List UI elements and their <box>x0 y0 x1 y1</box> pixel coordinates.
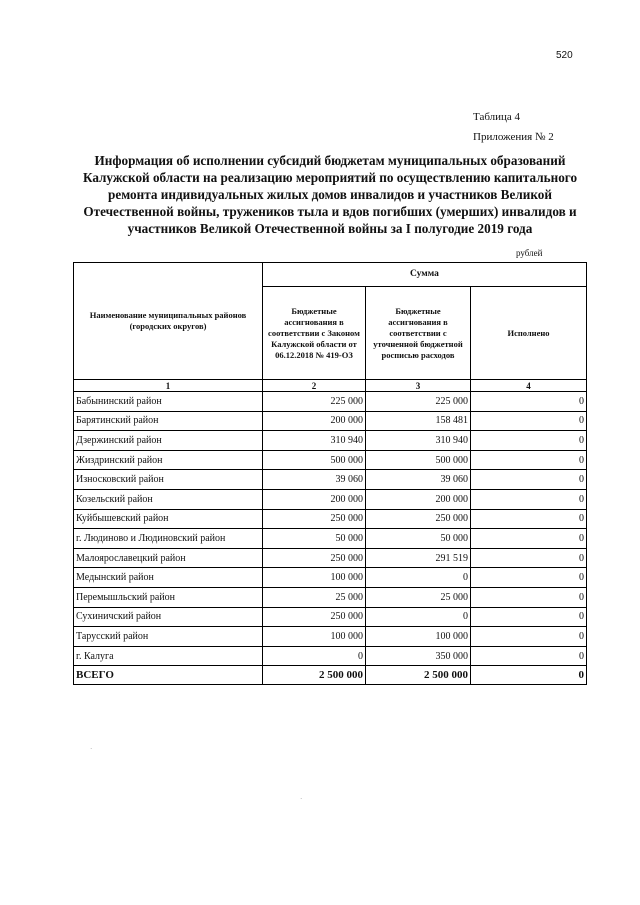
executed-value: 0 <box>471 587 587 607</box>
law-value: 225 000 <box>263 392 366 412</box>
unit-label: рублей <box>516 248 543 258</box>
header-refined: Бюджетные ассигнования в соответствии с уточненной бюджетной росписью расходов <box>366 287 471 380</box>
executed-value: 0 <box>471 627 587 647</box>
table-row <box>74 411 587 431</box>
law-value: 250 000 <box>263 509 366 529</box>
refined-value: 500 000 <box>366 450 471 470</box>
district-name: Дзержинский район <box>74 431 263 451</box>
table-row <box>74 646 587 666</box>
executed-value: 0 <box>471 607 587 627</box>
table-row <box>74 509 587 529</box>
district-name: Жиздринский район <box>74 450 263 470</box>
law-value: 50 000 <box>263 529 366 549</box>
refined-value: 158 481 <box>366 411 471 431</box>
appendix-label: Приложения № 2 <box>473 131 554 143</box>
district-name: Барятинский район <box>74 411 263 431</box>
total-executed: 0 <box>471 666 587 685</box>
district-name: Бабынинский район <box>74 392 263 412</box>
table-row <box>74 431 587 451</box>
law-value: 100 000 <box>263 568 366 588</box>
law-value: 310 940 <box>263 431 366 451</box>
district-name: Тарусский район <box>74 627 263 647</box>
table-row <box>74 548 587 568</box>
subsidy-table <box>73 262 587 685</box>
law-value: 39 060 <box>263 470 366 490</box>
refined-value: 50 000 <box>366 529 471 549</box>
header-sum: Сумма <box>263 263 587 287</box>
law-value: 100 000 <box>263 627 366 647</box>
law-value: 25 000 <box>263 587 366 607</box>
col-number: 3 <box>366 380 471 392</box>
district-name: Куйбышевский район <box>74 509 263 529</box>
table-row <box>74 568 587 588</box>
refined-value: 39 060 <box>366 470 471 490</box>
law-value: 500 000 <box>263 450 366 470</box>
refined-value: 0 <box>366 568 471 588</box>
refined-value: 100 000 <box>366 627 471 647</box>
refined-value: 350 000 <box>366 646 471 666</box>
executed-value: 0 <box>471 489 587 509</box>
total-label: ВСЕГО <box>74 666 263 685</box>
col-number: 4 <box>471 380 587 392</box>
document-title: Информация об исполнении субсидий бюджетам муниципальных образований Калужской области на реализацию мероприятий по осуществлению капитального ремонта индивидуальных жилых домов инвалидов и участников Великой Отечественной войны, тружеников тыла и вдов погибших (умерших) инвалидов и участников Великой Отечественной войны за I полугодие 2019 года <box>82 153 578 236</box>
executed-value: 0 <box>471 509 587 529</box>
refined-value: 0 <box>366 607 471 627</box>
table-row <box>74 450 587 470</box>
refined-value: 310 940 <box>366 431 471 451</box>
district-name: г. Людиново и Людиновский район <box>74 529 263 549</box>
executed-value: 0 <box>471 470 587 490</box>
law-value: 0 <box>263 646 366 666</box>
district-name: Сухиничский район <box>74 607 263 627</box>
refined-value: 25 000 <box>366 587 471 607</box>
table-row <box>74 489 587 509</box>
district-name: Износковский район <box>74 470 263 490</box>
executed-value: 0 <box>471 529 587 549</box>
col-number: 1 <box>74 380 263 392</box>
district-name: Медынский район <box>74 568 263 588</box>
refined-value: 250 000 <box>366 509 471 529</box>
col-number: 2 <box>263 380 366 392</box>
law-value: 250 000 <box>263 607 366 627</box>
total-law: 2 500 000 <box>263 666 366 685</box>
refined-value: 225 000 <box>366 392 471 412</box>
scan-speck: · <box>300 795 303 803</box>
refined-value: 200 000 <box>366 489 471 509</box>
executed-value: 0 <box>471 548 587 568</box>
district-name: Малоярославецкий район <box>74 548 263 568</box>
executed-value: 0 <box>471 568 587 588</box>
law-value: 200 000 <box>263 489 366 509</box>
district-name: Перемышльский район <box>74 587 263 607</box>
table-body <box>74 392 587 666</box>
header-name: Наименование муниципальных районов (городских округов) <box>74 263 263 380</box>
executed-value: 0 <box>471 392 587 412</box>
law-value: 200 000 <box>263 411 366 431</box>
total-refined: 2 500 000 <box>366 666 471 685</box>
table-label: Таблица 4 <box>473 111 521 123</box>
header-law: Бюджетные ассигнования в соответствии с Законом Калужской области от 06.12.2018 № 419-ОЗ <box>263 287 366 380</box>
table-row <box>74 529 587 549</box>
executed-value: 0 <box>471 431 587 451</box>
scan-speck: · <box>90 745 93 753</box>
table-row <box>74 627 587 647</box>
header-executed: Исполнено <box>471 287 587 380</box>
executed-value: 0 <box>471 450 587 470</box>
page-number: 520 <box>556 50 573 61</box>
table-row <box>74 392 587 412</box>
total-row <box>74 666 587 685</box>
executed-value: 0 <box>471 646 587 666</box>
law-value: 250 000 <box>263 548 366 568</box>
table-row <box>74 470 587 490</box>
refined-value: 291 519 <box>366 548 471 568</box>
table-row <box>74 607 587 627</box>
table-row <box>74 587 587 607</box>
district-name: г. Калуга <box>74 646 263 666</box>
executed-value: 0 <box>471 411 587 431</box>
district-name: Козельский район <box>74 489 263 509</box>
